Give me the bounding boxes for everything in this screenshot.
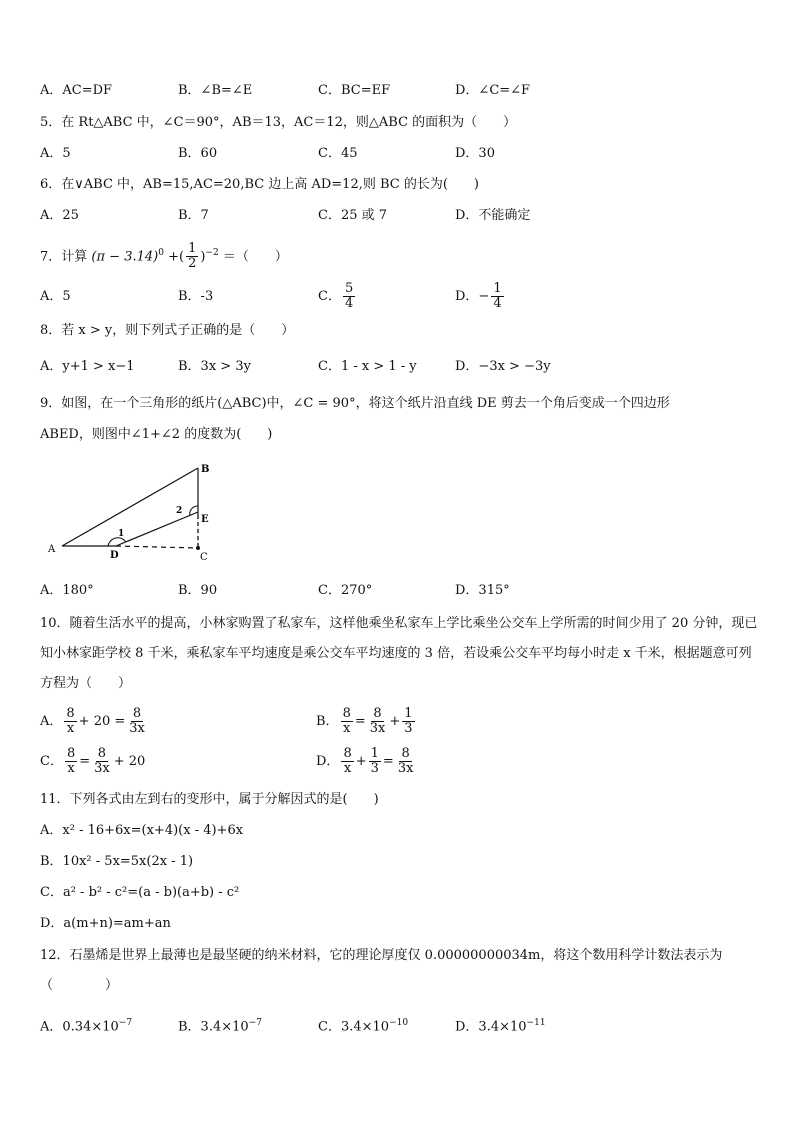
q9-stem: 9．如图，在一个三角形的纸片(△ABC)中，∠C = 90°，将这个纸片沿直线 DE 剪去一个角后变成一个四边形 [40,396,670,411]
q12-stem: 12．石墨烯是世界上最薄也是最坚硬的纳米材料，它的理论厚度仅 0.00000000034m，将这个数用科学计数法表示为 [40,948,723,963]
q10-options-ab [0,705,794,739]
q8-option-a: A．y+1 > x−1 [40,359,135,374]
q11-option-c-row [0,882,794,904]
q10-option-b: B． $\frac{8}{x}$ = $\frac{8}{3x}$ + $\frac{1}{3}$ [316,706,413,736]
q4-option-b: B．∠B=∠E [178,83,253,98]
label-angle-1: 1 [118,529,125,539]
label-e: E [201,514,209,525]
edge-dc-dashed [116,546,198,548]
q6-option-a: A．25 [40,208,79,223]
q10-option-c: C． $\frac{8}{x}$ = $\frac{8}{3x}$ + 20 [40,746,146,776]
q11-option-d: D．a(m+n)=am+an [40,916,171,931]
q12 [0,945,794,967]
label-angle-2: 2 [176,506,183,516]
q8-option-c: C．1 - x > 1 - y [318,359,417,374]
q6-stem: 6．在∨ABC 中，AB=15,AC=20,BC 边上高 AD=12,则 BC 的长为( ) [40,177,479,192]
q5-option-a: A．5 [40,146,71,161]
q7-option-b: B．-3 [178,289,214,304]
label-b: B [201,464,210,475]
q8-options [0,356,794,378]
q7-options [0,280,794,314]
q9-line1 [0,393,794,415]
q7-stem: 7．计算 $(\pi - 3.14)^0$ +( $\frac{1}{2}$ )$^{-2}$ ＝（ ） [40,241,288,272]
q8-stem: 8．若 x > y，则下列式子正确的是（ ） [40,323,295,338]
q5-options [0,143,794,165]
q9-stem-2: ABED，则图中∠1+∠2 的度数为( ) [40,427,273,442]
q7-option-c: C． $\frac{5}{4}$ [318,281,354,311]
q11 [0,789,794,811]
q11-option-c: C．a² - b² - c²=(a - b)(a+b) - c² [40,885,240,900]
q12-option-b: B．$3.4\times 10^{-7}$ [178,1018,262,1035]
edge-de [116,512,198,546]
q7-option-d: D．− $\frac{1}{4}$ [455,281,502,311]
q6-option-c: C．25 或 7 [318,208,388,223]
q12-stem-2: （ ） [40,978,119,993]
q5-option-b: B．60 [178,146,218,161]
q9-options [0,580,794,602]
q5-option-c: C．45 [318,146,358,161]
q5-option-d: D．30 [455,146,495,161]
label-c: C [200,552,208,563]
q10-options-cd [0,745,794,779]
q9-option-b: B．90 [178,583,218,598]
q12-line2 [0,975,794,997]
q12-option-c: C．$3.4\times 10^{-10}$ [318,1018,409,1035]
q8-option-b: B．3x > 3y [178,359,251,374]
q4-option-c: C．BC=EF [318,83,391,98]
q7 [0,238,794,272]
angle-1-arc [108,538,126,546]
label-d: D [110,550,119,561]
q6-option-b: B．7 [178,208,209,223]
q4-options [0,80,794,102]
triangle-figure [40,460,230,565]
q10-option-d: D． $\frac{8}{x}$ + $\frac{1}{3}$ = $\frac{8}{3x}$ [316,746,414,776]
q12-option-d: D．$3.4\times 10^{-11}$ [455,1018,546,1035]
q11-option-b-row [0,851,794,873]
q9-option-c: C．270° [318,583,373,598]
point-c [196,546,200,550]
q11-option-a-row [0,820,794,842]
q7-option-a: A．5 [40,289,71,304]
q6-option-d: D．不能确定 [455,208,531,223]
q9-option-d: D．315° [455,583,510,598]
q8-option-d: D．−3x > −3y [455,359,551,374]
label-a: A [48,544,56,555]
q4-option-d: D．∠C=∠F [455,83,531,98]
q11-option-a: A．x² - 16+6x=(x+4)(x - 4)+6x [40,823,244,838]
q7-fraction: $\frac{1}{2}$ [188,241,197,272]
q5-stem: 5．在 Rt△ABC 中，∠C＝90°，AB＝13，AC＝12，则△ABC 的面积为（ ） [40,115,517,130]
q10-option-a: A． $\frac{8}{x}$ + 20 = $\frac{8}{3x}$ [40,706,145,736]
q4-option-a: A．AC=DF [40,83,113,98]
q9-option-a: A．180° [40,583,94,598]
q12-options [0,1012,794,1034]
q11-option-b: B．10x² - 5x=5x(2x - 1) [40,854,194,869]
q6 [0,174,794,196]
q5 [0,112,794,134]
q12-option-a: A．$0.34\times 10^{-7}$ [40,1018,133,1035]
q9-line2 [0,424,794,446]
q10-stem: 10．随着生活水平的提高，小林家购置了私家车，这样他乘坐私家车上学比乘坐公交车上学所需的时间少用了 20 分钟，现已知小林家距学校 8 千米，乘私家车平均速度是乘公交车平均速度的 3 倍，若设乘公交车平均每小时走 x 千米，根据题意可列方程为（ ） [40,616,758,691]
q11-stem: 11．下列各式由左到右的变形中，属于分解因式的是( ) [40,792,379,807]
q6-options [0,205,794,227]
q11-option-d-row [0,913,794,935]
q8 [0,320,794,342]
